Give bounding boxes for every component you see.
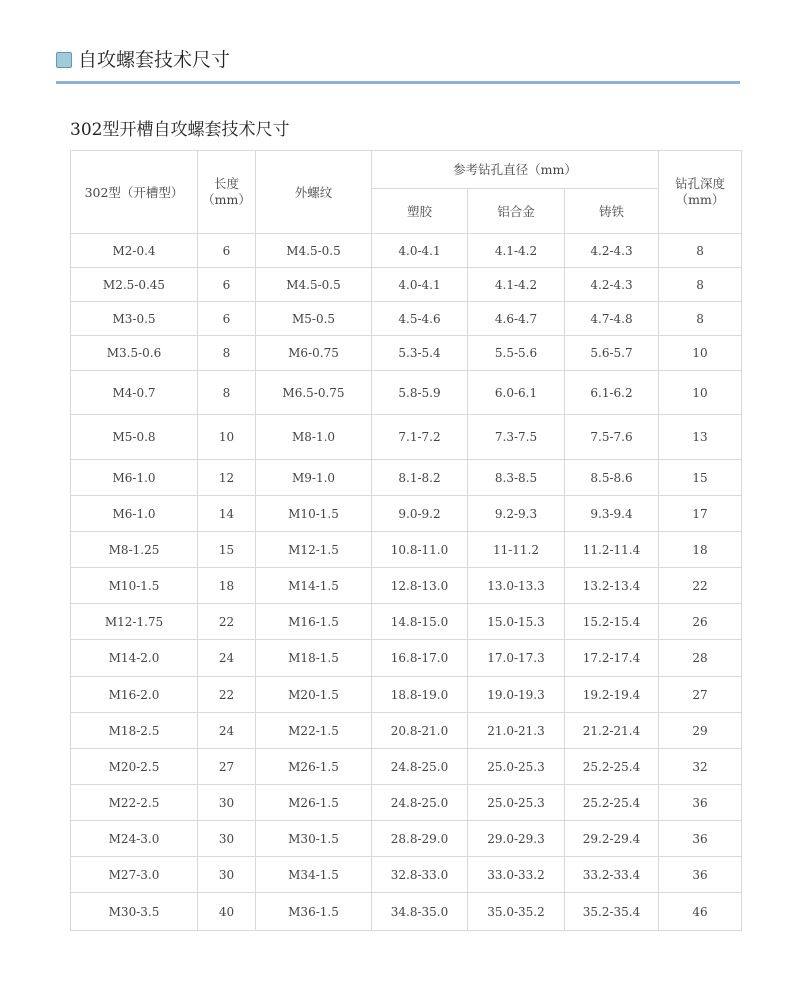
table-row (71, 302, 742, 336)
cell-thread: M12-1.5 (256, 532, 372, 568)
cell-plastic: 10.8-11.0 (372, 532, 468, 568)
cell-model: M30-3.5 (71, 893, 198, 931)
cell-cast-iron: 11.2-11.4 (565, 532, 659, 568)
cell-depth: 10 (659, 336, 742, 371)
cell-model: M3-0.5 (71, 302, 198, 336)
table-row (71, 604, 742, 640)
cell-plastic: 12.8-13.0 (372, 568, 468, 604)
table-row (71, 460, 742, 496)
cell-plastic: 8.1-8.2 (372, 460, 468, 496)
cell-thread: M4.5-0.5 (256, 268, 372, 302)
cell-model: M6-1.0 (71, 496, 198, 532)
cell-depth: 15 (659, 460, 742, 496)
cell-thread: M16-1.5 (256, 604, 372, 640)
spec-table (70, 150, 742, 931)
section-title: 302型开槽自攻螺套技术尺寸 (70, 120, 290, 140)
cell-depth: 8 (659, 302, 742, 336)
cell-thread: M6-0.75 (256, 336, 372, 371)
cell-aluminum: 15.0-15.3 (468, 604, 565, 640)
cell-model: M14-2.0 (71, 640, 198, 677)
cell-model: M5-0.8 (71, 415, 198, 460)
cell-thread: M14-1.5 (256, 568, 372, 604)
cell-model: M6-1.0 (71, 460, 198, 496)
cell-plastic: 7.1-7.2 (372, 415, 468, 460)
cell-aluminum: 11-11.2 (468, 532, 565, 568)
cell-depth: 22 (659, 568, 742, 604)
cell-depth: 36 (659, 857, 742, 893)
cell-model: M22-2.5 (71, 785, 198, 821)
table-row (71, 785, 742, 821)
cell-model: M8-1.25 (71, 532, 198, 568)
cell-aluminum: 33.0-33.2 (468, 857, 565, 893)
cell-length: 24 (198, 713, 256, 749)
cell-depth: 28 (659, 640, 742, 677)
cell-model: M16-2.0 (71, 677, 198, 713)
cell-aluminum: 7.3-7.5 (468, 415, 565, 460)
cell-cast-iron: 8.5-8.6 (565, 460, 659, 496)
cell-cast-iron: 7.5-7.6 (565, 415, 659, 460)
cell-aluminum: 21.0-21.3 (468, 713, 565, 749)
cell-model: M18-2.5 (71, 713, 198, 749)
cell-cast-iron: 6.1-6.2 (565, 371, 659, 415)
cell-cast-iron: 5.6-5.7 (565, 336, 659, 371)
cell-aluminum: 13.0-13.3 (468, 568, 565, 604)
cell-plastic: 24.8-25.0 (372, 785, 468, 821)
cell-model: M2.5-0.45 (71, 268, 198, 302)
cell-cast-iron: 21.2-21.4 (565, 713, 659, 749)
cell-plastic: 9.0-9.2 (372, 496, 468, 532)
cell-depth: 10 (659, 371, 742, 415)
cell-thread: M26-1.5 (256, 749, 372, 785)
cell-model: M10-1.5 (71, 568, 198, 604)
cell-length: 10 (198, 415, 256, 460)
header-length (198, 151, 256, 234)
cell-length: 6 (198, 268, 256, 302)
cell-aluminum: 5.5-5.6 (468, 336, 565, 371)
cell-model: M27-3.0 (71, 857, 198, 893)
cell-depth: 27 (659, 677, 742, 713)
cell-plastic: 16.8-17.0 (372, 640, 468, 677)
cell-plastic: 20.8-21.0 (372, 713, 468, 749)
cell-plastic: 4.5-4.6 (372, 302, 468, 336)
table-header (71, 151, 742, 234)
cell-plastic: 24.8-25.0 (372, 749, 468, 785)
cell-depth: 13 (659, 415, 742, 460)
cell-thread: M34-1.5 (256, 857, 372, 893)
table-row (71, 336, 742, 371)
table-row (71, 568, 742, 604)
cell-cast-iron: 13.2-13.4 (565, 568, 659, 604)
cell-depth: 8 (659, 268, 742, 302)
cell-plastic: 4.0-4.1 (372, 268, 468, 302)
cell-plastic: 28.8-29.0 (372, 821, 468, 857)
cell-aluminum: 9.2-9.3 (468, 496, 565, 532)
header-depth-unit: （mm） (675, 192, 725, 207)
cell-depth: 32 (659, 749, 742, 785)
cell-thread: M6.5-0.75 (256, 371, 372, 415)
cell-model: M2-0.4 (71, 234, 198, 268)
page-title: 自攻螺套技术尺寸 (78, 49, 231, 71)
cell-depth: 46 (659, 893, 742, 931)
cell-depth: 26 (659, 604, 742, 640)
cell-model: M4-0.7 (71, 371, 198, 415)
cell-cast-iron: 35.2-35.4 (565, 893, 659, 931)
header-divider (56, 81, 740, 84)
cell-depth: 8 (659, 234, 742, 268)
cell-length: 30 (198, 821, 256, 857)
cell-plastic: 5.8-5.9 (372, 371, 468, 415)
cell-length: 18 (198, 568, 256, 604)
table-row (71, 268, 742, 302)
cell-aluminum: 19.0-19.3 (468, 677, 565, 713)
header-plastic: 塑胶 (372, 189, 468, 234)
cell-aluminum: 4.6-4.7 (468, 302, 565, 336)
cell-thread: M8-1.0 (256, 415, 372, 460)
header-thread: 外螺纹 (256, 151, 372, 234)
cell-depth: 36 (659, 821, 742, 857)
cell-depth: 17 (659, 496, 742, 532)
cell-aluminum: 25.0-25.3 (468, 749, 565, 785)
cell-plastic: 5.3-5.4 (372, 336, 468, 371)
cell-thread: M20-1.5 (256, 677, 372, 713)
cell-thread: M30-1.5 (256, 821, 372, 857)
table-row (71, 857, 742, 893)
table-row (71, 496, 742, 532)
cell-thread: M22-1.5 (256, 713, 372, 749)
cell-thread: M26-1.5 (256, 785, 372, 821)
cell-length: 30 (198, 785, 256, 821)
cell-cast-iron: 25.2-25.4 (565, 749, 659, 785)
table-row (71, 749, 742, 785)
cell-plastic: 4.0-4.1 (372, 234, 468, 268)
table-row (71, 713, 742, 749)
header-model: 302型（开槽型） (71, 151, 198, 234)
table-row (71, 234, 742, 268)
cell-length: 22 (198, 604, 256, 640)
cell-depth: 29 (659, 713, 742, 749)
header-depth-label: 钻孔深度 (675, 176, 726, 191)
cell-length: 40 (198, 893, 256, 931)
cell-length: 24 (198, 640, 256, 677)
cell-length: 14 (198, 496, 256, 532)
cell-cast-iron: 29.2-29.4 (565, 821, 659, 857)
table-row (71, 371, 742, 415)
cell-cast-iron: 4.2-4.3 (565, 234, 659, 268)
header-length-unit: （mm） (202, 192, 251, 207)
cell-cast-iron: 19.2-19.4 (565, 677, 659, 713)
cell-thread: M4.5-0.5 (256, 234, 372, 268)
cell-thread: M5-0.5 (256, 302, 372, 336)
cell-length: 6 (198, 302, 256, 336)
cell-aluminum: 35.0-35.2 (468, 893, 565, 931)
table-row (71, 821, 742, 857)
cell-aluminum: 4.1-4.2 (468, 268, 565, 302)
cell-length: 27 (198, 749, 256, 785)
cell-cast-iron: 9.3-9.4 (565, 496, 659, 532)
cell-cast-iron: 25.2-25.4 (565, 785, 659, 821)
cell-cast-iron: 4.2-4.3 (565, 268, 659, 302)
cell-model: M20-2.5 (71, 749, 198, 785)
cell-cast-iron: 17.2-17.4 (565, 640, 659, 677)
cell-aluminum: 8.3-8.5 (468, 460, 565, 496)
header-cast-iron: 铸铁 (565, 189, 659, 234)
cell-model: M24-3.0 (71, 821, 198, 857)
table-row (71, 677, 742, 713)
table-row (71, 893, 742, 931)
header-depth (659, 151, 742, 234)
cell-aluminum: 17.0-17.3 (468, 640, 565, 677)
cell-thread: M9-1.0 (256, 460, 372, 496)
header-drill-group: 参考钻孔直径（mm） (372, 151, 659, 189)
cell-model: M3.5-0.6 (71, 336, 198, 371)
cell-depth: 18 (659, 532, 742, 568)
cell-length: 30 (198, 857, 256, 893)
cell-length: 6 (198, 234, 256, 268)
cell-aluminum: 4.1-4.2 (468, 234, 565, 268)
cell-plastic: 32.8-33.0 (372, 857, 468, 893)
table-row (71, 640, 742, 677)
header-length-label: 长度 (213, 176, 239, 191)
cell-cast-iron: 15.2-15.4 (565, 604, 659, 640)
cell-cast-iron: 33.2-33.4 (565, 857, 659, 893)
table-row (71, 415, 742, 460)
cell-aluminum: 29.0-29.3 (468, 821, 565, 857)
cell-thread: M10-1.5 (256, 496, 372, 532)
cell-length: 22 (198, 677, 256, 713)
cell-thread: M36-1.5 (256, 893, 372, 931)
cell-plastic: 14.8-15.0 (372, 604, 468, 640)
cell-aluminum: 6.0-6.1 (468, 371, 565, 415)
cell-length: 8 (198, 336, 256, 371)
cell-length: 15 (198, 532, 256, 568)
header-aluminum: 铝合金 (468, 189, 565, 234)
table-row (71, 532, 742, 568)
cell-thread: M18-1.5 (256, 640, 372, 677)
cell-depth: 36 (659, 785, 742, 821)
cell-plastic: 18.8-19.0 (372, 677, 468, 713)
cell-model: M12-1.75 (71, 604, 198, 640)
cell-length: 12 (198, 460, 256, 496)
table-body (71, 234, 742, 931)
cell-cast-iron: 4.7-4.8 (565, 302, 659, 336)
cell-length: 8 (198, 371, 256, 415)
header-square-icon (56, 52, 72, 68)
cell-plastic: 34.8-35.0 (372, 893, 468, 931)
cell-aluminum: 25.0-25.3 (468, 785, 565, 821)
